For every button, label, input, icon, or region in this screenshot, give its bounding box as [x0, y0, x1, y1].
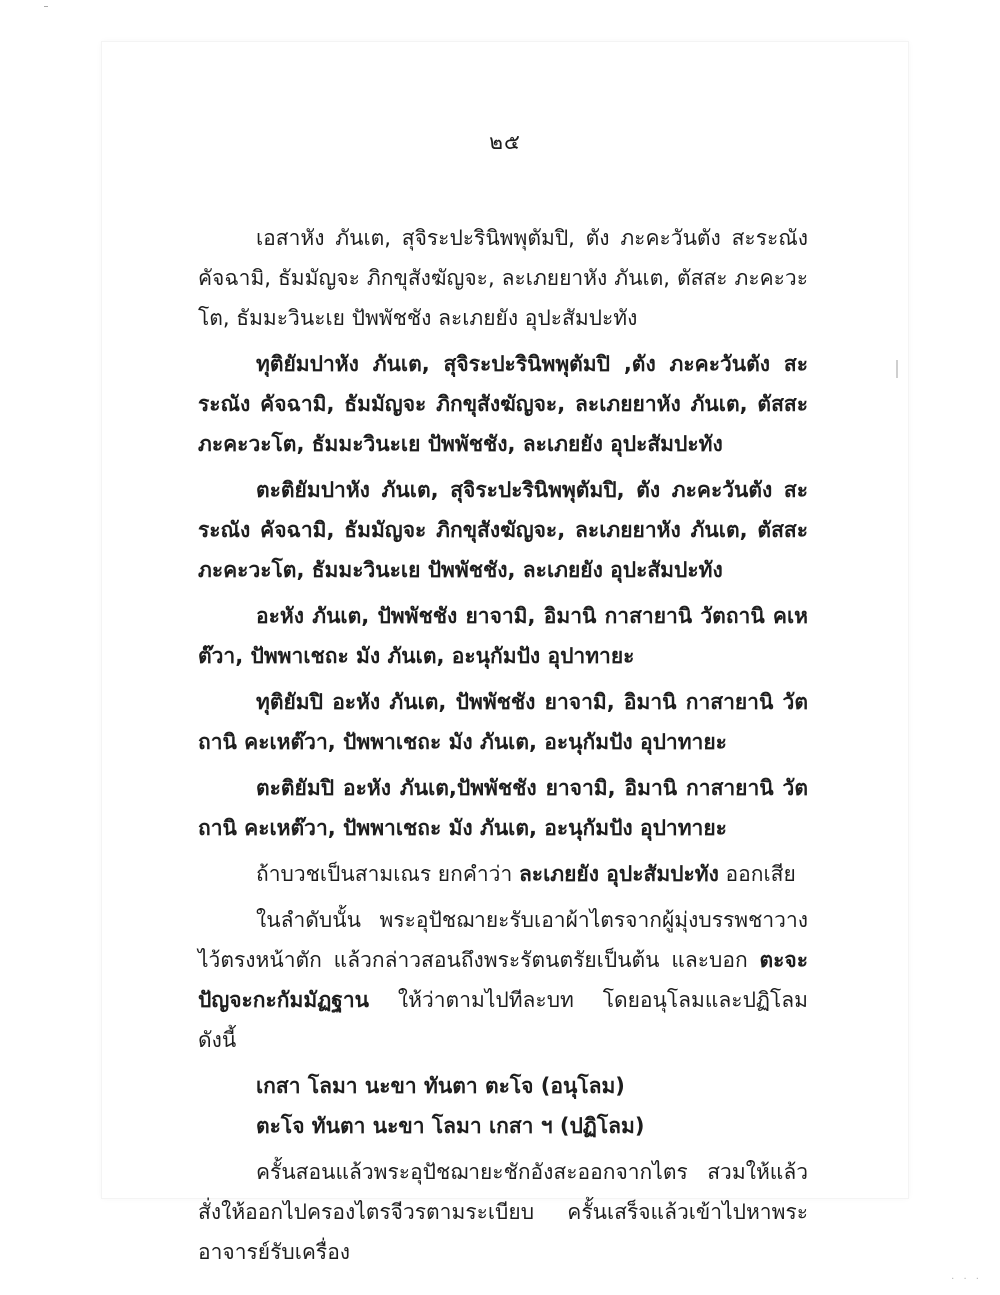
instruction-text: ในลำดับนั้น พระอุปัชฌายะรับเอาผ้าไตรจากผู้มุ่งบรรพชาวางไว้ตรงหน้าตัก แล้วกล่าวสอนถึงพระรัตนตรัยเป็นต้น และบอก — [198, 908, 808, 972]
instruction-bold-term: ตะจะปัญจะกะกัมมัฏฐาน — [198, 948, 808, 1012]
paragraph-ordination-third: ตะติยัมปิ อะหัง ภันเต,ปัพพัชชัง ยาจามิ, อิมานิ กาสายานิ วัตถานิ คะเหต๊วา, ปัพพาเชถะ มัง ภันเต, อะนุกัมปัง อุปาทายะ — [198, 776, 808, 840]
paragraph-request-third: ตะติยัมปาหัง ภันเต, สุจิระปะรินิพพุตัมปิ, ตัง ภะคะวันตัง สะระณัง คัจฉามิ, ธัมมัญจะ ภิกขุสังฆัญจะ, ละเภยยาหัง ภันเต, ตัสสะ ภะคะวะโต, ธัมมะวินะเย ปัพพัชชัง, ละเภยยัง อุปะสัมปะทัง — [198, 478, 808, 582]
paragraph-ordination-first: อะหัง ภันเต, ปัพพัชชัง ยาจามิ, อิมานิ กาสายานิ วัตถานิ คเหต๊วา, ปัพพาเชถะ มัง ภันเต, อะนุกัมปัง อุปาทายะ — [198, 604, 808, 668]
page-body — [198, 218, 808, 1278]
novice-note-bold-phrase: ละเภยยัง อุปะสัมปะทัง — [518, 862, 719, 886]
paragraph-ordination-second: ทุติยัมปิ อะหัง ภันเต, ปัพพัชชัง ยาจามิ, อิมานิ กาสายานิ วัตถานิ คะเหต๊วา, ปัพพาเชถะ มัง ภันเต, อะนุกัมปัง อุปาทายะ — [198, 690, 808, 754]
document-page — [102, 42, 908, 1264]
formula-forward: เกสา โลมา นะขา ทันตา ตะโจ (อนุโลม) — [256, 1074, 625, 1098]
paragraph-request-first: เอสาหัง ภันเต, สุจิระปะรินิพพุตัมปิ, ตัง ภะคะวันตัง สะระณัง คัจฉามิ, ธัมมัญจะ ภิกขุสังฆัญจะ, ละเภยยาหัง ภันเต, ตัสสะ ภะคะวะโต, ธัมมะวินะเย ปัพพัชชัง ละเภยยัง อุปะสัมปะทัง — [198, 226, 808, 330]
instruction-text-end: ให้ว่าตามไปทีละบท โดยอนุโลมและปฏิโลม ดังนี้ — [198, 988, 808, 1052]
scan-noise-mark: · · · — [951, 1274, 982, 1285]
page-number: ๒๕ — [489, 130, 521, 154]
paragraph-instruction — [198, 900, 808, 1060]
paragraph-closing: ครั้นสอนแล้วพระอุปัชฌายะชักอังสะออกจากไตร สวมให้แล้ว สั่งให้ออกไปครองไตรจีวรตามระเบียบ ครั้นเสร็จแล้วเข้าไปหาพระอาจารย์รับเครื่อง — [198, 1160, 808, 1264]
formula-reverse: ตะโจ ทันตา นะขา โลมา เกสา ฯ (ปฏิโลม) — [256, 1114, 645, 1138]
scan-edge-mark — [44, 6, 48, 7]
paragraph-request-second: ทุติยัมปาหัง ภันเต, สุจิระปะรินิพพุตัมปิ ,ตัง ภะคะวันตัง สะระณัง คัจฉามิ, ธัมมัญจะ ภิกขุสังฆัญจะ, ละเภยยาหัง ภันเต, ตัสสะ ภะคะวะโต, ธัมมะวินะเย ปัพพัชชัง, ละเภยยัง อุปะสัมปะทัง — [198, 352, 808, 456]
novice-note-text-end: ออกเสีย — [718, 862, 796, 886]
margin-mark — [896, 360, 898, 378]
novice-note-text: ถ้าบวชเป็นสามเณร ยกคำว่า — [256, 862, 519, 886]
paragraph-novice-note — [198, 854, 808, 894]
